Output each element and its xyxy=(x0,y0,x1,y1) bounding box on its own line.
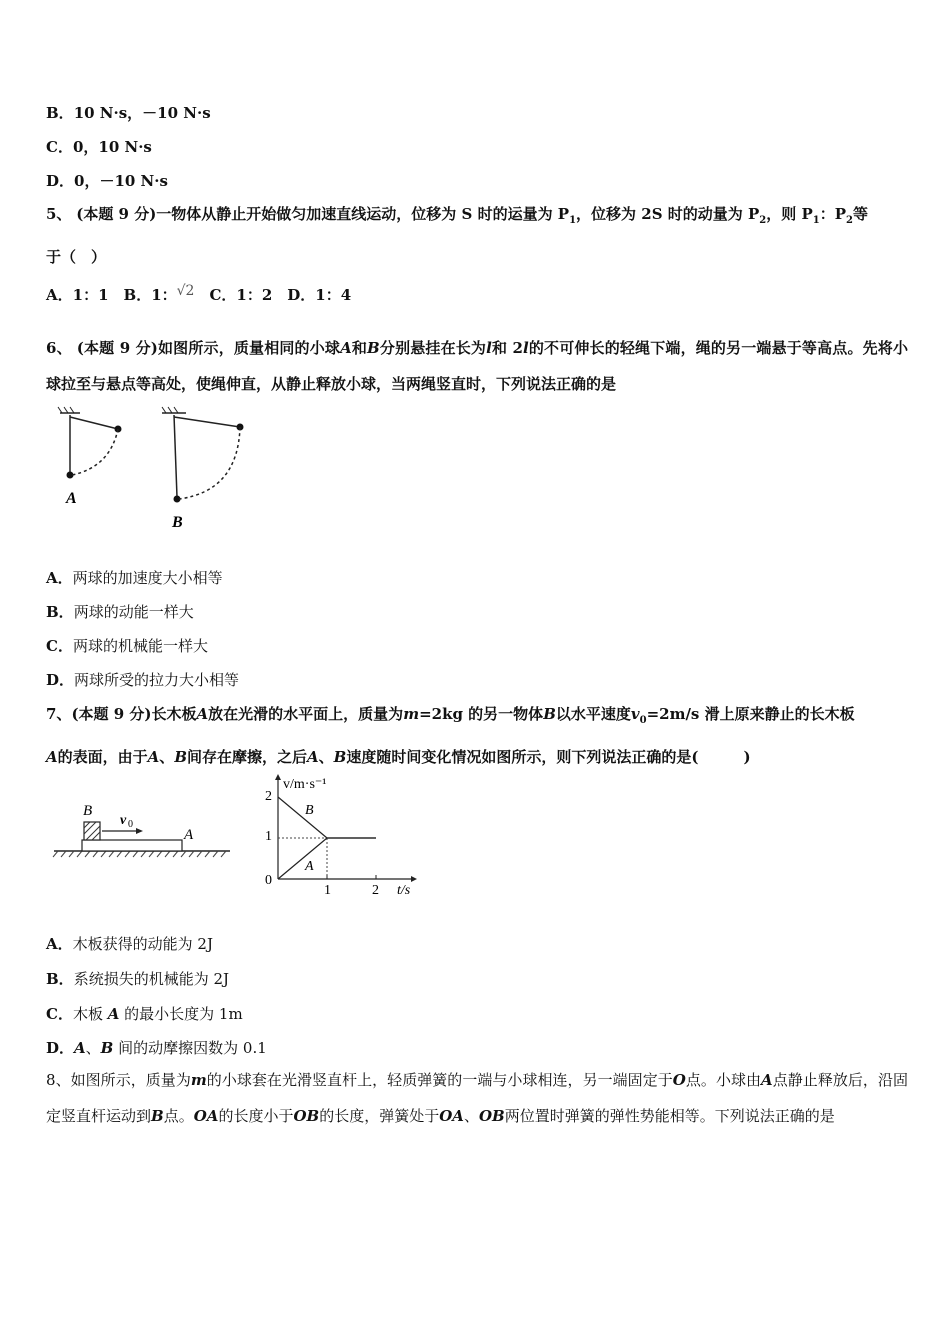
variable: l xyxy=(522,339,529,357)
board-figure xyxy=(50,795,235,865)
question-stem: 如图所示，质量为 xyxy=(70,1071,191,1089)
q6-option-c xyxy=(46,635,208,656)
label-v0: v xyxy=(120,813,127,828)
q6-option-a xyxy=(46,567,223,588)
series-b-label: B xyxy=(305,803,314,818)
q7-option-b xyxy=(46,968,229,989)
option-text: 的最小长度为 1m xyxy=(119,1005,243,1023)
y-axis-arrow xyxy=(275,774,281,780)
question-number: 7、 xyxy=(46,705,72,723)
question-stem: 一物体从静止开始做匀加速直线运动，位移为 S 时的运量为 P xyxy=(156,205,570,223)
variable: B xyxy=(100,1039,114,1057)
option-text: 0，－10 N·s xyxy=(74,172,168,190)
label-b: B xyxy=(172,514,183,531)
q7-option-c xyxy=(46,1003,243,1024)
option-text: 两球的动能一样大 xyxy=(73,603,194,621)
option-key: A． xyxy=(46,569,73,587)
label-b: B xyxy=(83,803,93,819)
option-text: 0，10 N·s xyxy=(72,138,152,156)
subscript: 1 xyxy=(569,215,577,226)
option-key: D． xyxy=(46,1039,75,1057)
variable: A xyxy=(307,748,319,766)
question-stem: 的长度小于 xyxy=(218,1107,294,1125)
ground-hatch xyxy=(53,851,226,857)
y-tick-label-0: 0 xyxy=(265,873,272,888)
label-v0-subscript: 0 xyxy=(128,819,133,830)
options-text: C．1：2 D．1：4 xyxy=(194,286,352,304)
variable: A xyxy=(107,1005,120,1023)
x-tick-label-1: 1 xyxy=(324,883,331,898)
q6-option-d xyxy=(46,669,239,690)
option-key: B． xyxy=(46,970,74,988)
variable: A xyxy=(761,1071,773,1089)
question-stem: 于（ ） xyxy=(46,248,107,266)
variable: OA xyxy=(439,1107,464,1125)
pendulum-a xyxy=(58,407,122,507)
variable: m xyxy=(190,1071,207,1089)
variable: l xyxy=(486,339,492,357)
option-key: C． xyxy=(46,1005,73,1023)
q7-option-a xyxy=(46,933,213,954)
subscript: 2 xyxy=(759,215,767,226)
question-score: (本题 9 分) xyxy=(71,705,152,723)
question-stem: 两位置时弹簧的弹性势能相等。下列说法正确的是 xyxy=(504,1107,835,1125)
q4-option-b xyxy=(46,102,211,123)
x-axis-arrow xyxy=(411,876,417,882)
pendulum-figure xyxy=(50,405,270,535)
variable: OA xyxy=(193,1107,219,1125)
question-stem: ，则 P xyxy=(766,205,813,223)
variable: A xyxy=(46,748,58,766)
variable: OB xyxy=(293,1107,320,1125)
q7-option-d xyxy=(46,1037,267,1058)
label-a: A xyxy=(66,490,77,507)
question-stem: 分别悬挂在长为 xyxy=(379,339,487,357)
variable: A xyxy=(74,1039,86,1057)
option-key: D． xyxy=(46,671,75,689)
option-key: B． xyxy=(46,603,74,621)
variable: B xyxy=(367,339,380,357)
option-text: 两球的机械能一样大 xyxy=(72,637,208,655)
option-text: 木板获得的动能为 2J xyxy=(72,935,213,953)
subscript: 0 xyxy=(639,715,647,726)
option-key: B． xyxy=(46,104,74,122)
variable: B xyxy=(174,748,187,766)
question-stem: 和 2 xyxy=(491,339,523,357)
option-text: 10 N·s，－10 N·s xyxy=(73,104,211,122)
option-key: D． xyxy=(46,172,75,190)
question-stem: 点。小球由 xyxy=(685,1071,762,1089)
question-stem: =2kg 的另一物体 xyxy=(419,705,544,723)
question-stem: 的不可伸长的轻绳下端，绳的另一端悬于等高点。先将小球拉至与悬点等高处，使绳伸直，从静止释放小球，当两绳竖直时，下列说法正确的是 xyxy=(46,339,908,393)
variable: v xyxy=(630,705,640,723)
question-stem: 的小球套在光滑竖直杆上，轻质弹簧的一端与小球相连，另一端固定于 xyxy=(206,1071,673,1089)
question-stem: 长木板 xyxy=(151,705,197,723)
option-text: 间的动摩擦因数为 0.1 xyxy=(113,1039,267,1057)
question-stem: 和 xyxy=(351,339,368,357)
x-axis-label: t/s xyxy=(397,883,411,898)
question-score: (本题 9 分) xyxy=(76,339,158,357)
question-5 xyxy=(46,196,908,275)
variable: B xyxy=(333,748,347,766)
velocity-time-chart xyxy=(255,772,430,900)
variable: O xyxy=(672,1071,686,1089)
question-number: 8、 xyxy=(46,1071,71,1089)
question-stem: 点。 xyxy=(163,1107,194,1125)
q4-option-c xyxy=(46,136,152,157)
question-stem: 等 xyxy=(852,205,868,223)
question-stem: 的长度，弹簧处于 xyxy=(319,1107,440,1125)
option-key: C． xyxy=(46,138,73,156)
board-a xyxy=(82,840,182,851)
question-stem: ：P xyxy=(819,205,846,223)
question-stem: 如图所示，质量相同的小球 xyxy=(157,339,341,357)
subscript: 1 xyxy=(812,215,820,226)
variable: B xyxy=(151,1107,164,1125)
series-a-label: A xyxy=(305,859,314,874)
question-8 xyxy=(46,1062,908,1134)
variable: OB xyxy=(478,1107,505,1125)
question-stem: 间存在摩擦，之后 xyxy=(187,748,308,766)
option-key: A． xyxy=(46,935,73,953)
option-key: C． xyxy=(46,637,73,655)
pendulum-b xyxy=(162,407,244,531)
x-tick-label-2: 2 xyxy=(372,883,379,898)
option-text: 两球的加速度大小相等 xyxy=(72,569,223,587)
subscript: 2 xyxy=(846,215,853,226)
question-score: (本题 9 分) xyxy=(76,205,157,223)
question-stem: 、 xyxy=(318,748,334,766)
variable: m xyxy=(403,705,420,723)
question-stem: ，位移为 2S 时的动量为 P xyxy=(576,205,760,223)
question-7 xyxy=(46,696,908,775)
question-stem: =2m/s 滑上原来静止的长木板 xyxy=(646,705,855,723)
question-number: 5、 xyxy=(46,205,72,223)
options-text: A．1：1 B．1： xyxy=(46,286,177,304)
label-a: A xyxy=(184,827,194,843)
y-tick-label-2: 2 xyxy=(265,789,272,804)
q4-option-d xyxy=(46,170,168,191)
option-text: 系统损失的机械能为 2J xyxy=(73,970,230,988)
option-text: 木板 xyxy=(72,1005,108,1023)
question-stem: 的表面，由于 xyxy=(57,748,148,766)
option-text: 、 xyxy=(85,1039,101,1057)
variable: A xyxy=(147,748,160,766)
question-stem: 、 xyxy=(159,748,175,766)
y-axis-label: v/m·s⁻¹ xyxy=(283,777,327,792)
q5-options xyxy=(46,284,351,305)
question-stem: 、 xyxy=(463,1107,479,1125)
question-stem: 放在光滑的水平面上，质量为 xyxy=(208,705,404,723)
variable: A xyxy=(340,339,352,357)
question-stem: 点静止释放后，沿固定竖直杆运动到 xyxy=(46,1071,908,1125)
option-text: 两球所受的拉力大小相等 xyxy=(74,671,240,689)
y-tick-label-1: 1 xyxy=(265,829,272,844)
sqrt-symbol: √2 xyxy=(176,283,195,299)
variable: A xyxy=(196,705,209,723)
variable: B xyxy=(543,705,556,723)
series-b-line xyxy=(278,797,376,838)
q6-option-b xyxy=(46,601,194,622)
question-stem: 以水平速度 xyxy=(555,705,631,723)
question-6 xyxy=(46,330,908,402)
question-number: 6、 xyxy=(46,339,72,357)
question-stem: 速度随时间变化情况如图所示，则下列说法正确的是( ) xyxy=(346,748,751,766)
